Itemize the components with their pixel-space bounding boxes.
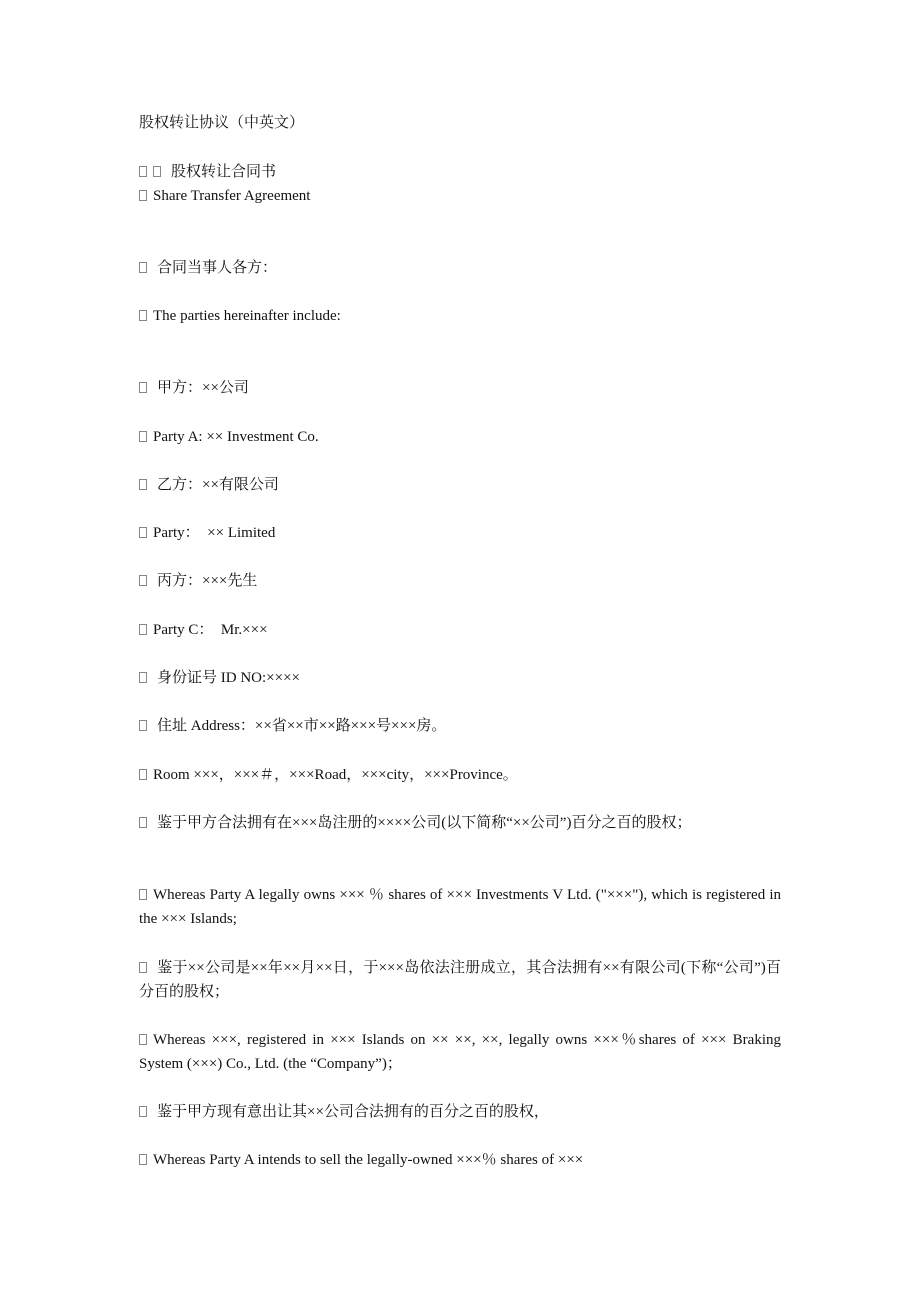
document-title: 股权转让协议（中英文） <box>139 115 305 131</box>
party-c-en: Party C： Mr.××× <box>139 618 784 642</box>
missing-glyph-icon <box>139 166 147 177</box>
missing-glyph-icon <box>139 382 147 393</box>
whereas-2-cn: 鉴于××公司是××年××月××日，于×××岛依法注册成立，其合法拥有××有限公司(下称“公司”)百分百的股权； <box>139 960 781 1000</box>
missing-glyph-icon <box>139 575 147 586</box>
missing-glyph-icon <box>139 479 147 490</box>
parties-intro-cn: 合同当事人各方： <box>139 256 784 280</box>
missing-glyph-icon <box>139 190 147 201</box>
party-c-cn: 丙方：×××先生 <box>139 569 784 593</box>
missing-glyph-icon <box>139 1106 147 1117</box>
missing-glyph-icon <box>139 720 147 731</box>
missing-glyph-icon <box>139 624 147 635</box>
heading-en: Share Transfer Agreement <box>139 184 784 208</box>
missing-glyph-icon <box>139 1034 147 1045</box>
missing-glyph-icon <box>139 817 147 828</box>
missing-glyph-icon <box>139 769 147 780</box>
whereas-3-en: Whereas Party A intends to sell the legally-owned ×××％ shares of ××× <box>139 1148 784 1172</box>
missing-glyph-icon <box>139 962 147 973</box>
address-cn: 住址 Address：××省××市××路×××号×××房。 <box>139 714 784 738</box>
missing-glyph-icon <box>139 262 147 273</box>
party-a-cn: 甲方：××公司 <box>139 376 784 400</box>
missing-glyph-icon <box>139 672 147 683</box>
whereas-1-en: Whereas Party A legally owns ××× ％ shares of ××× Investments V Ltd. ("×××"), which is registered in the ××× Islands; <box>139 887 781 927</box>
whereas-2-en: Whereas ×××, registered in ××× Islands on ×× ××, ××, legally owns ×××％shares of ××× Braking System (×××) Co., Ltd. (the “Company”)； <box>139 1032 781 1072</box>
parties-intro-en: The parties hereinafter include: <box>139 304 784 328</box>
address-en: Room ×××，×××＃，×××Road，×××city，×××Province。 <box>139 763 784 787</box>
heading-cn: 股权转让合同书 <box>139 160 784 184</box>
missing-glyph-icon <box>139 1154 147 1165</box>
missing-glyph-icon <box>139 527 147 538</box>
whereas-1-cn: 鉴于甲方合法拥有在×××岛注册的××××公司(以下简称“××公司”)百分之百的股权； <box>139 811 781 835</box>
party-a-en: Party A: ×× Investment Co. <box>139 425 784 449</box>
id-number: 身份证号 ID NO:×××× <box>139 666 784 690</box>
missing-glyph-icon <box>139 889 147 900</box>
party-b-cn: 乙方：××有限公司 <box>139 473 784 497</box>
party-b-en: Party： ×× Limited <box>139 521 784 545</box>
missing-glyph-icon <box>139 310 147 321</box>
missing-glyph-icon <box>139 431 147 442</box>
missing-glyph-icon <box>153 166 161 177</box>
whereas-3-cn: 鉴于甲方现有意出让其××公司合法拥有的百分之百的股权， <box>139 1100 784 1124</box>
